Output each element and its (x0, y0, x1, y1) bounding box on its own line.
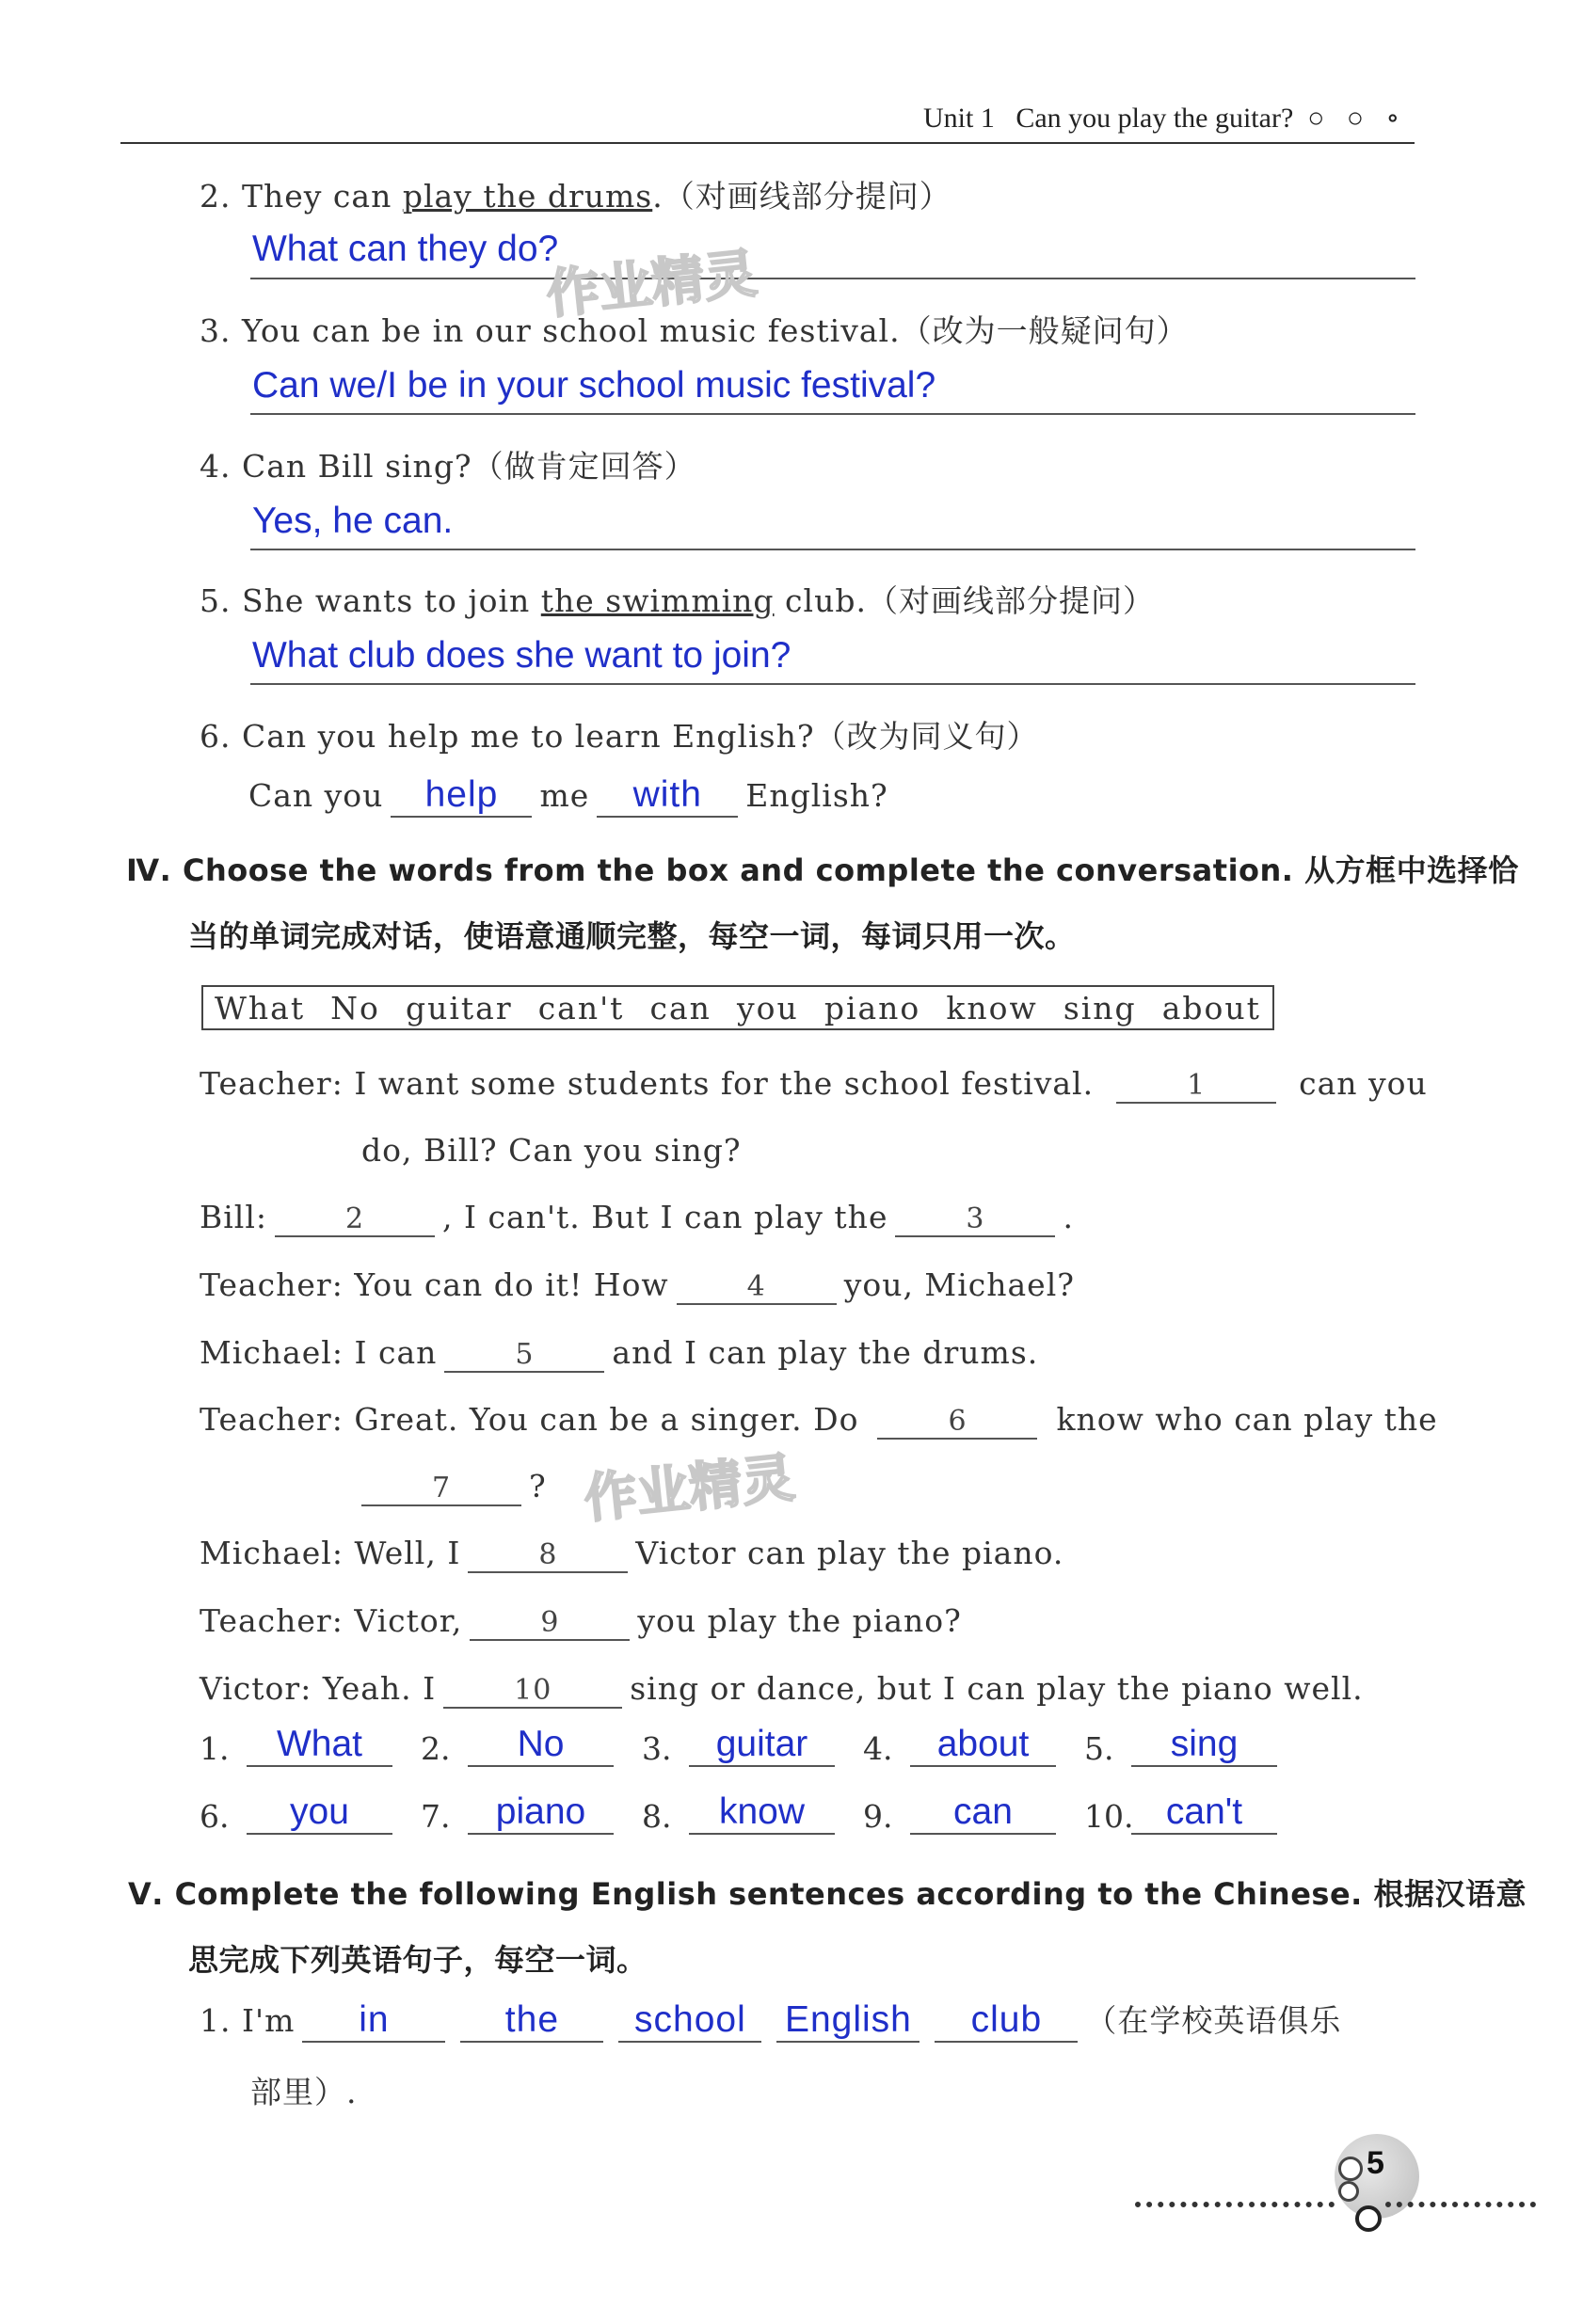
item-5-answer: What club does she want to join? (252, 635, 792, 676)
dialogue-line: do, Bill? Can you sing? (361, 1132, 742, 1169)
item-4-answer: Yes, he can. (252, 501, 454, 541)
dialogue-line: Michael: Well, I 8 Victor can play the piano. (200, 1535, 1064, 1571)
dialogue-line: Bill: 2 , I can't. But I can play the 3 . (200, 1199, 1074, 1235)
section-4-title-cont: 当的单词完成对话，使语意通顺完整，每空一词，每词只用一次。 (188, 918, 1076, 954)
answer-line (250, 549, 1415, 550)
item-3-question: 3. You can be in our school music festival.（改为一般疑问句） (200, 312, 1189, 349)
section-5-title-cont: 思完成下列英语句子，每空一词。 (188, 1942, 648, 1978)
section-4-title: Ⅳ. Choose the words from the box and complete the conversation. 从方框中选择恰 (126, 852, 1519, 888)
circle-icon (1338, 2157, 1363, 2181)
watermark: 作业精灵 (581, 1447, 798, 1531)
dialogue-line: Teacher: You can do it! How 4 you, Michael? (200, 1266, 1075, 1303)
item-2-answer: What can they do? (252, 229, 559, 269)
page-number: 5 (1367, 2145, 1384, 2181)
answer-key-row: 6. you 7. piano 8. know 9. can 10. can't (200, 1791, 1305, 1835)
item-2-question: 2. They can play the drums.（对画线部分提问） (200, 178, 951, 215)
dialogue-line: Teacher: Victor, 9 you play the piano? (200, 1602, 962, 1639)
header-circles: ○ ○ ∘ (1307, 103, 1408, 134)
item-5-1: 1. I'm in the school English club （在学校英语俱乐 (200, 1997, 1341, 2043)
item-5-question: 5. She wants to join the swimming club.（对画线部分提问） (200, 582, 1155, 619)
dialogue-line: Teacher: I want some students for the school festival. 1 can you (200, 1065, 1428, 1102)
answer-line (250, 278, 1415, 279)
watermark: 作业精灵 (543, 243, 760, 326)
dialogue-line: Victor: Yeah. I 10 sing or dance, but I can play the piano well. (200, 1670, 1364, 1707)
footer-ring-icon (1355, 2205, 1382, 2232)
header-unit: Unit 1 Can you play the guitar? ○ ○ ∘ (923, 103, 1408, 134)
answer-line (250, 683, 1415, 685)
answer-key-row: 1. What 2. No 3. guitar 4. about 5. sing (200, 1724, 1305, 1767)
dialogue-line: Teacher: Great. You can be a singer. Do 6 know who can play the (200, 1401, 1438, 1438)
footer-dots-right (1385, 2202, 1536, 2207)
word-box: What No guitar can't can you piano know sing about (201, 985, 1274, 1030)
circle-icon (1338, 2181, 1359, 2202)
answer-line (250, 413, 1415, 415)
footer-dots-left (1135, 2202, 1335, 2207)
item-6-question: 6. Can you help me to learn English?（改为同义句） (200, 718, 1039, 755)
header-rule (120, 142, 1415, 144)
dialogue-line: 7 ? (354, 1468, 547, 1506)
dialogue-line: Michael: I can 5 and I can play the drums. (200, 1334, 1039, 1371)
item-4-question: 4. Can Bill sing?（做肯定回答） (200, 448, 696, 485)
item-3-answer: Can we/I be in your school music festival? (252, 365, 936, 406)
item-5-1-cont: 部里）. (250, 2074, 358, 2110)
item-6-rewrite: Can you help me with English? (248, 774, 888, 818)
section-5-title: Ⅴ. Complete the following English sentences according to the Chinese. 根据汉语意 (128, 1876, 1527, 1912)
